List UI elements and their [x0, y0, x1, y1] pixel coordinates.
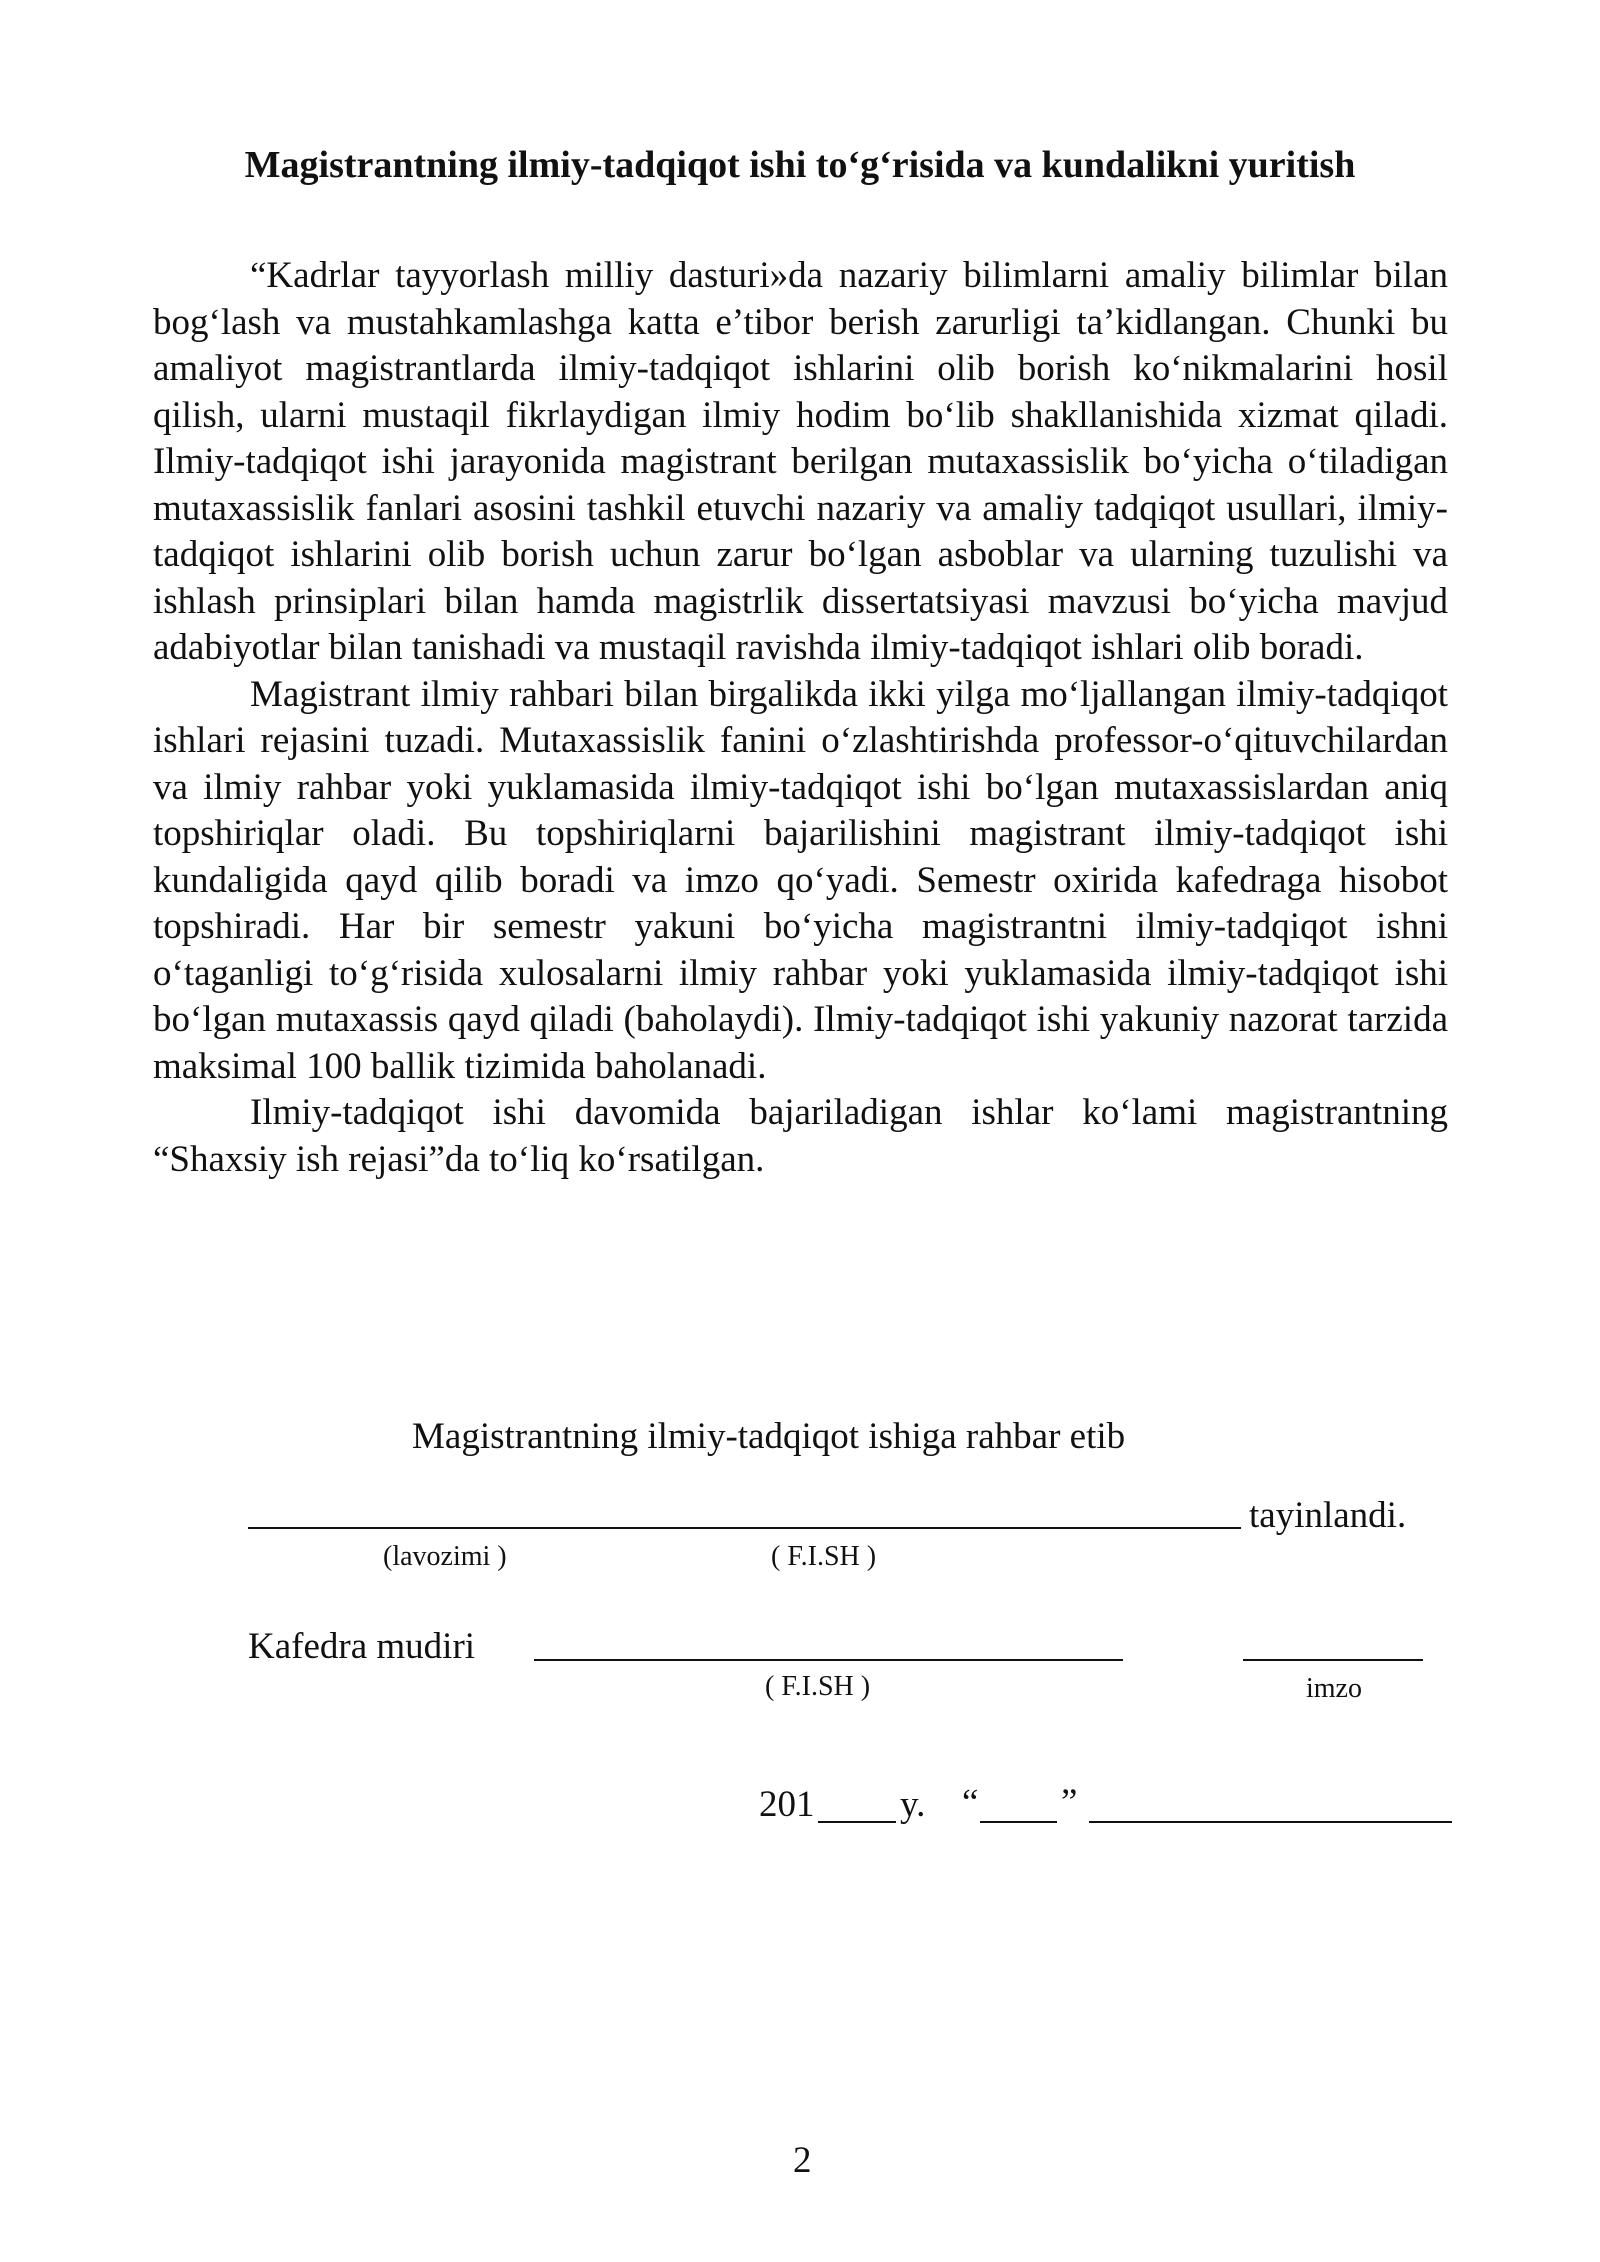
- date-year-blank: [818, 1821, 896, 1823]
- department-head-label: Kafedra mudiri: [248, 1626, 476, 1667]
- paragraph-3: Ilmiy-tadqiqot ishi davomida bajariladigan ishlar ko‘lami magistrantning “Shaxsiy ish rejasi”da to‘liq ko‘rsatilgan.: [153, 1092, 1448, 1180]
- date-close-quote: ”: [1061, 1782, 1078, 1823]
- page-number: 2: [793, 2140, 812, 2181]
- department-head-name-line: [534, 1659, 1123, 1661]
- department-head-name-caption: ( F.I.SH ): [765, 1671, 871, 1702]
- date-year-suffix: y.: [900, 1784, 926, 1825]
- position-name-blank-line: [248, 1527, 1241, 1529]
- date-month-blank: [1089, 1821, 1452, 1823]
- assigned-word: tayinlandi.: [1249, 1495, 1407, 1536]
- name-caption: ( F.I.SH ): [771, 1541, 877, 1572]
- body-text: [153, 253, 1448, 1183]
- document-title: Magistrantning ilmiy-tadqiqot ishi to‘g‘risida va kundalikni yuritish: [244, 144, 1356, 186]
- date-open-quote: “: [962, 1782, 979, 1823]
- position-caption: (lavozimi ): [383, 1541, 507, 1572]
- department-head-signature-line: [1243, 1659, 1423, 1661]
- paragraph-2: Magistrant ilmiy rahbari bilan birgalikda ikki yilga mo‘ljallangan ilmiy-tadqiqot ishlari rejasini tuzadi. Mutaxassislik fanini o‘zlashtirishda professor-o‘qituvchilardan va ilmiy rahbar yoki yuklamasida ilmiy-tadqiqot ishi bo‘lgan mutaxassislardan aniq topshiriqlar oladi. Bu topshiriqlarni bajarilishini magistrant ilmiy-tadqiqot ishi kundaligida qayd qilib boradi va imzo qo‘yadi. Semestr oxirida kafedraga hisobot topshiradi. Har bir semestr yakuni bo‘yicha magistrantni ilmiy-tadqiqot ishni o‘taganligi to‘g‘risida xulosalarni ilmiy rahbar yoki yuklamasida ilmiy-tadqiqot ishi bo‘lgan mutaxassis qayd qiladi (baholaydi). Ilmiy-tadqiqot ishi yakuniy nazorat tarzida maksimal 100 ballik tizimida baholanadi.: [153, 673, 1448, 1087]
- date-day-blank: [980, 1821, 1057, 1823]
- department-head-signature-caption: imzo: [1306, 1673, 1362, 1704]
- supervisor-heading: Magistrantning ilmiy-tadqiqot ishiga rahbar etib: [412, 1416, 1126, 1457]
- date-year-prefix: 201: [759, 1784, 815, 1825]
- paragraph-1: “Kadrlar tayyorlash milliy dasturi»da nazariy bilimlarni amaliy bilimlar bilan bog‘lash va mustahkamlashga katta e’tibor berish zarurligi ta’kidlangan. Chunki bu amaliyot magistrantlarda ilmiy-tadqiqot ishlarini olib borish ko‘nikmalarini hosil qilish, ularni mustaqil fikrlaydigan ilmiy hodim bo‘lib shakllanishida xizmat qiladi. Ilmiy-tadqiqot ishi jarayonida magistrant berilgan mutaxassislik bo‘yicha o‘tiladigan mutaxassislik fanlari asosini tashkil etuvchi nazariy va amaliy tadqiqot usullari, ilmiy-tadqiqot ishlarini olib borish uchun zarur bo‘lgan asboblar va ularning tuzulishi va ishlash prinsiplari bilan hamda magistrlik dissertatsiyasi mavzusi bo‘yicha mavjud adabiyotlar bilan tanishadi va mustaqil ravishda ilmiy-tadqiqot ishlari olib boradi.: [153, 255, 1448, 668]
